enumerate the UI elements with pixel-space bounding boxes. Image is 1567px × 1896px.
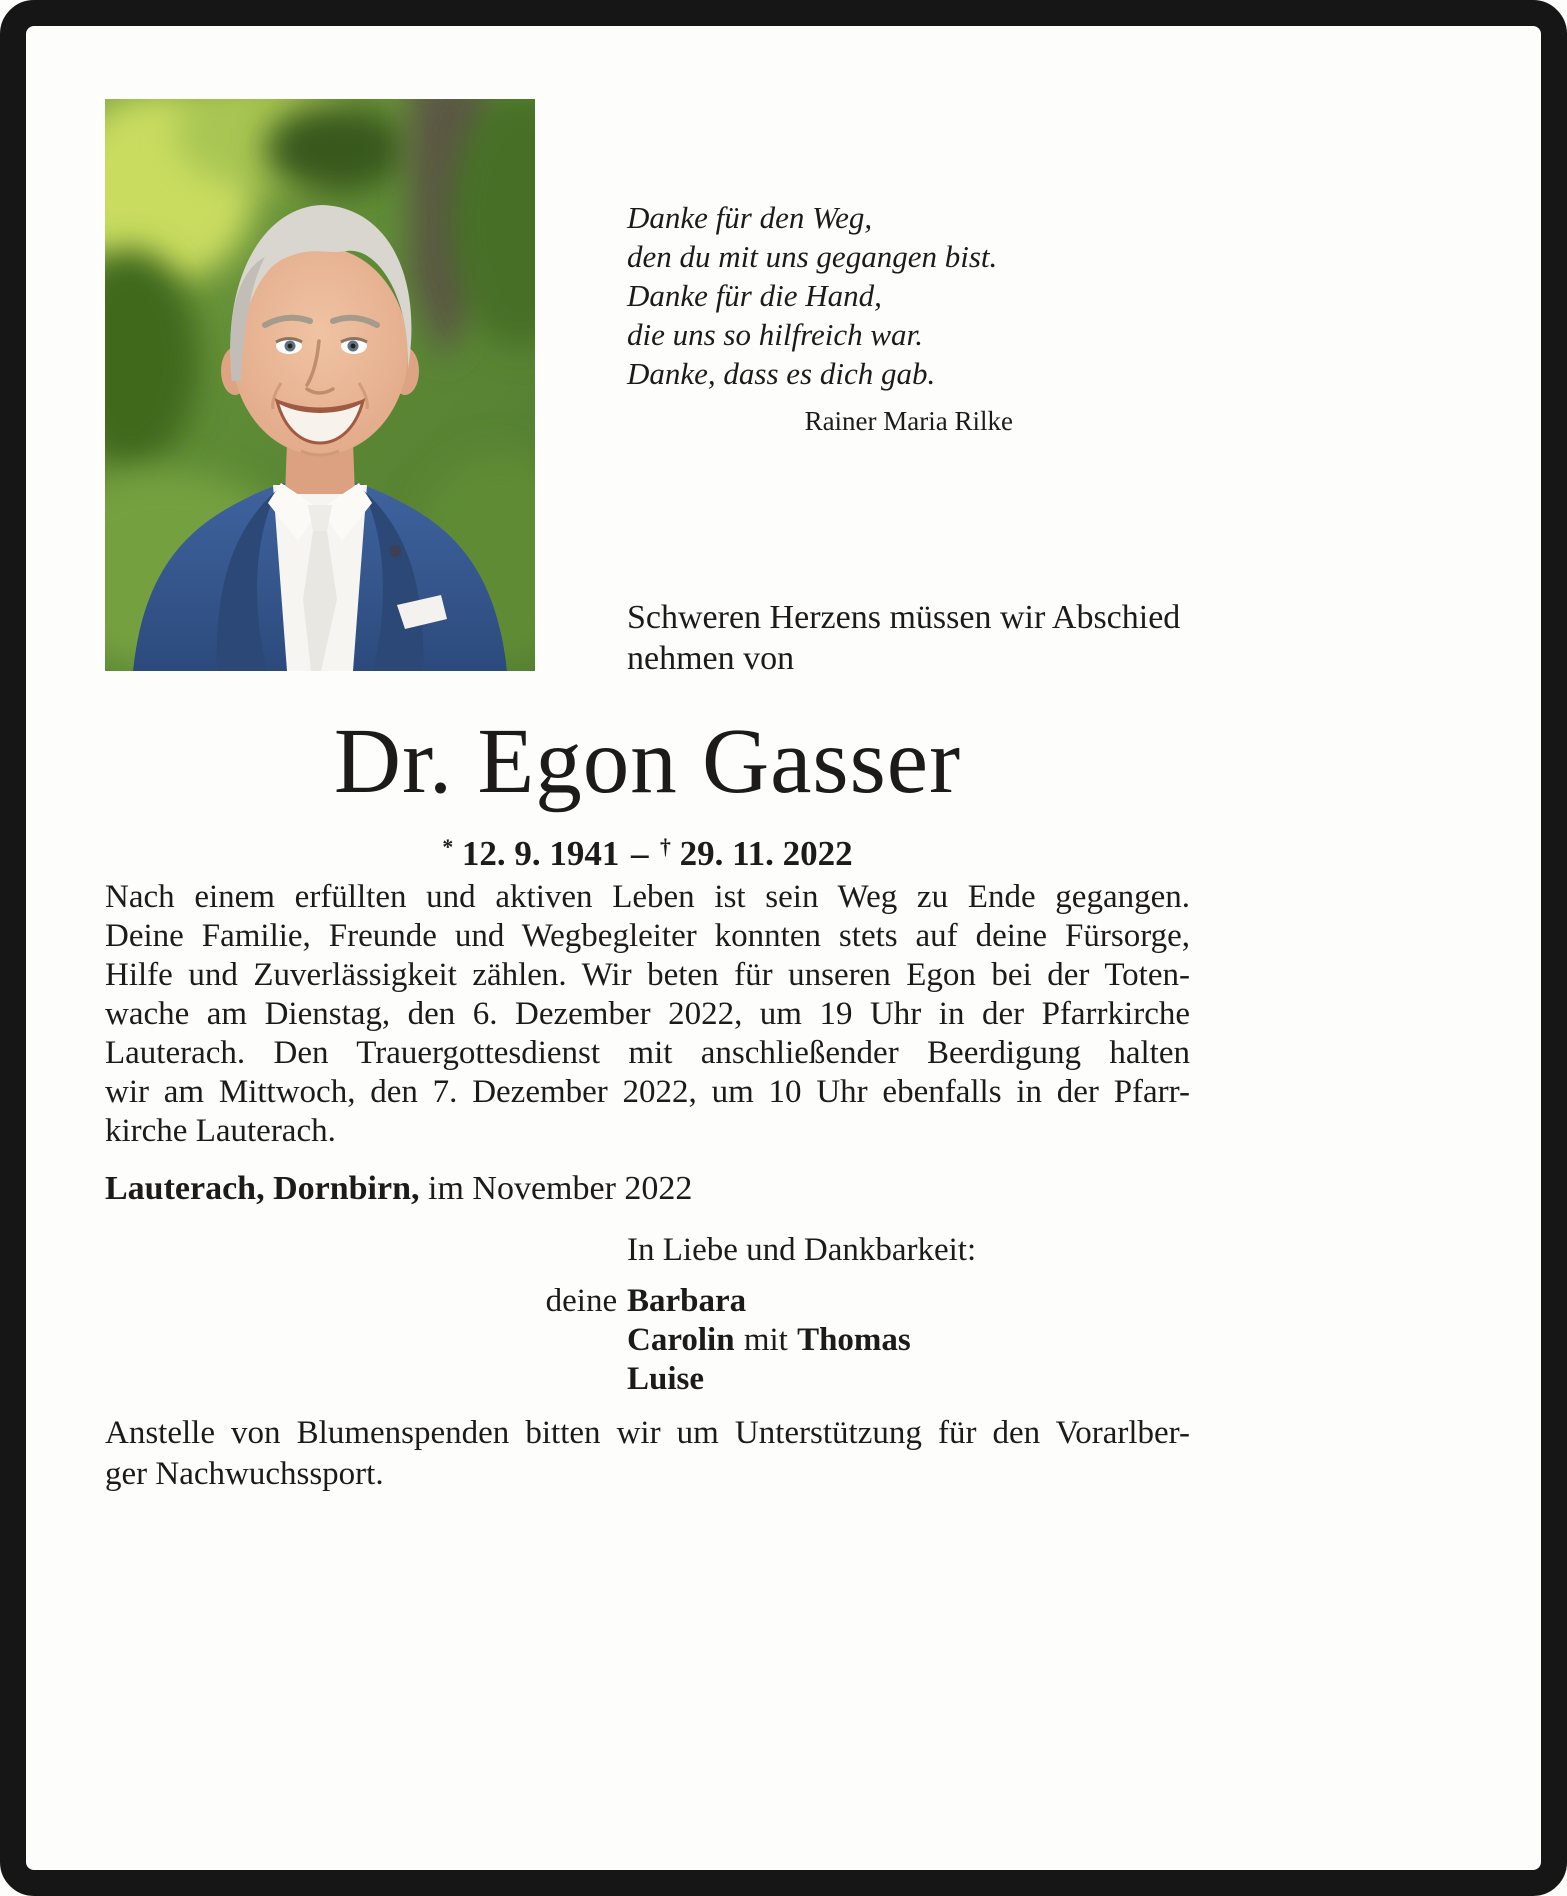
closing-heading: In Liebe und Dankbarkeit: [627, 1232, 977, 1268]
mourner-name: Thomas [797, 1322, 911, 1358]
intro-line: nehmen von [627, 640, 795, 677]
mourner-prefix: deine [545, 1283, 618, 1319]
dateline-places: Lauterach, Dornbirn, [105, 1170, 420, 1207]
death-symbol: † [660, 835, 671, 859]
dateline-date: im November 2022 [428, 1170, 693, 1207]
deceased-name: Dr. Egon Gasser [333, 710, 962, 813]
announcement-line: kirche Lauterach. [105, 1113, 336, 1149]
poem-line: die uns so hilfreich war. [627, 317, 923, 352]
memorial-poem [627, 198, 1017, 441]
announcement-line: Deine Familie, Freunde und Wegbegleiter konnten stets auf deine Fürsorge, [105, 918, 1190, 954]
announcement-line: Hilfe und Zuverlässigkeit zählen. Wir beten für unseren Egon bei der Toten- [105, 957, 1190, 993]
poem-line: Danke für die Hand, [627, 278, 882, 313]
announcement-line: Nach einem erfüllten und aktiven Leben ist sein Weg zu Ende gegangen. [105, 879, 1190, 915]
poem-line: Danke für den Weg, [627, 200, 873, 235]
donation-note-line: ger Nachwuchssport. [105, 1456, 384, 1492]
intro-line: Schweren Herzens müssen wir Abschied [627, 599, 1181, 636]
announcement-line: Lauterach. Den Trauergottesdienst mit anschließender Beerdigung halten [105, 1035, 1190, 1071]
death-date: 29. 11. 2022 [679, 833, 853, 873]
announcement-line: wache am Dienstag, den 6. Dezember 2022, um 19 Uhr in der Pfarrkirche [105, 996, 1190, 1032]
mourner-name: Luise [627, 1361, 705, 1397]
mourner-name: Carolin [627, 1322, 735, 1358]
poem-attribution: Rainer Maria Rilke [804, 406, 1013, 436]
poem-line: Danke, dass es dich gab. [627, 356, 936, 391]
mourner-name: Barbara [627, 1283, 747, 1319]
mourner-line [545, 1282, 911, 1321]
mourner-line [627, 1321, 911, 1360]
announcement-text [105, 878, 1190, 1151]
life-dates [105, 826, 1190, 875]
dates-separator: – [630, 833, 649, 873]
mourners-list [545, 1282, 911, 1399]
announcement-line: wir am Mittwoch, den 7. Dezember 2022, um 10 Uhr ebenfalls in der Pfarr- [105, 1074, 1190, 1110]
mourner-line [627, 1360, 911, 1399]
dateline [105, 1168, 692, 1210]
donation-note [105, 1413, 1190, 1495]
poem-line: den du mit uns gegangen bist. [627, 239, 998, 274]
portrait-photo [105, 99, 535, 671]
intro-text [627, 597, 1207, 679]
donation-note-line: Anstelle von Blumenspenden bitten wir um Unterstützung für den Vorarlber- [105, 1415, 1190, 1451]
birth-symbol: * [442, 835, 454, 859]
portrait-photo-image [105, 99, 535, 671]
mourner-connector: mit [743, 1322, 788, 1358]
birth-date: 12. 9. 1941 [461, 833, 620, 873]
